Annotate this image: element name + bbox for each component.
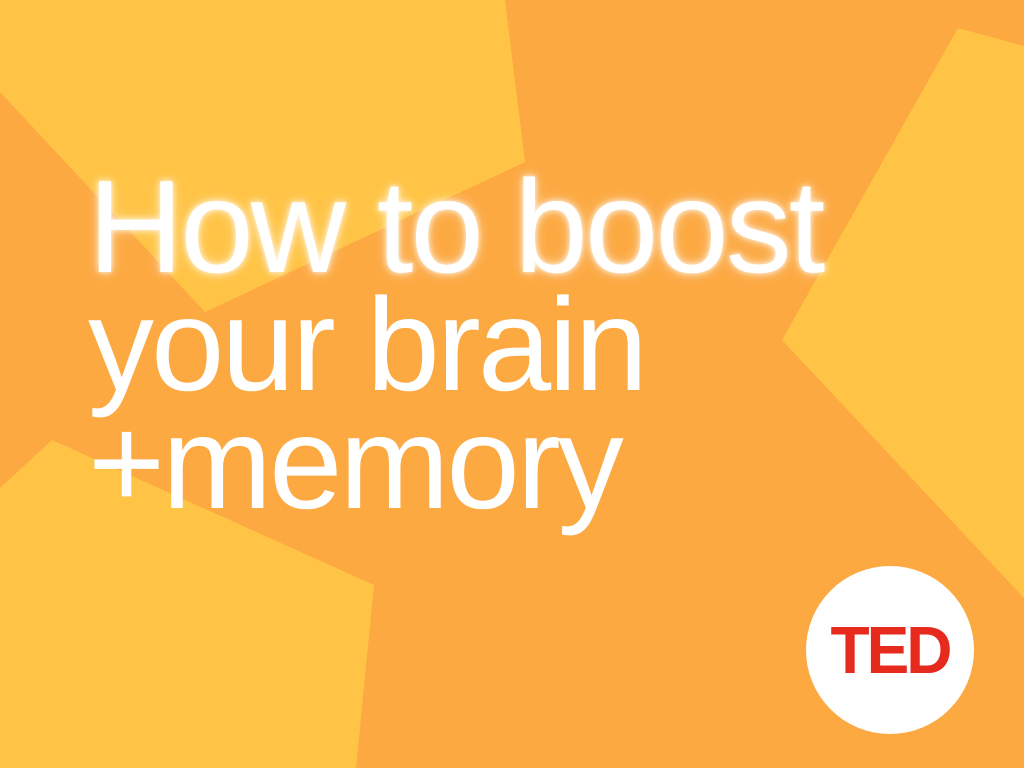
headline-line-3: +memory (88, 389, 621, 536)
headline-line-2: your brain (88, 271, 645, 418)
ted-logo-badge (806, 566, 974, 734)
headline (88, 153, 823, 536)
ted-logo-text: TED (830, 612, 950, 688)
headline-line-1: How to boost (88, 153, 823, 300)
